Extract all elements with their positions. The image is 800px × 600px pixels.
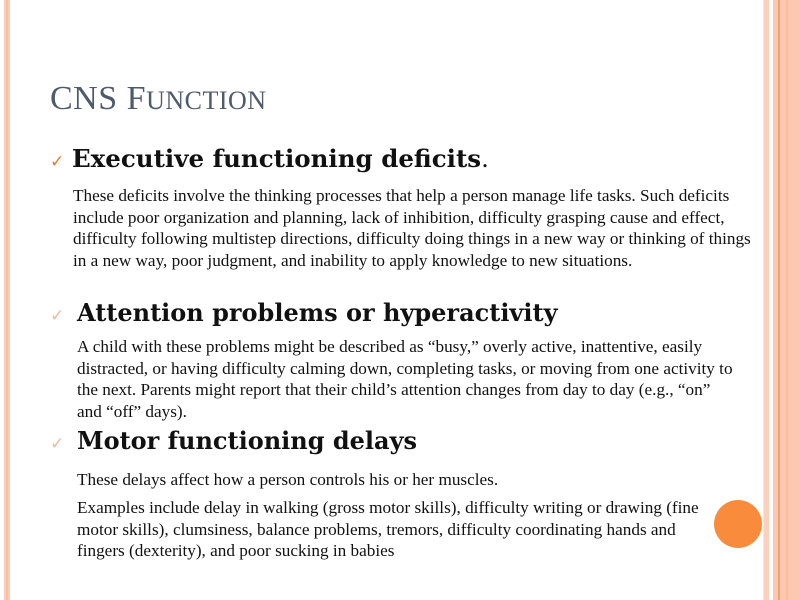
- right-stripe-decoration: [786, 0, 788, 600]
- left-border-line: [6, 0, 8, 600]
- bullet-body: Examples include delay in walking (gross motor skills), difficulty writing or drawing (fine motor skills), clumsiness, balance problems, tremors, difficulty coordinating hands and fingers (dexterity), and poor sucking in babies: [77, 498, 699, 560]
- title-word-cns: CNS: [50, 80, 118, 117]
- bullet-motor-functioning: [50, 426, 417, 455]
- check-icon: ✓: [50, 152, 65, 172]
- slide-title: [50, 80, 267, 118]
- bullet-body: These delays affect how a person controls his or her muscles.: [77, 470, 499, 489]
- right-stripe-decoration: [764, 0, 769, 600]
- bullet-body: A child with these problems might be described as “busy,” overly active, inattentive, easily distracted, or having difficulty calming down, completing tasks, or moving from one activity to the next. Parents might report that their child’s attention changes from day to day (e.g., “on” and “off” days).: [77, 337, 733, 421]
- bullet-executive-functioning: [50, 144, 489, 173]
- title-rest: UNCTION: [146, 86, 267, 115]
- bullet-body: These deficits involve the thinking processes that help a person manage life tasks. Such deficits include poor organization and planning, lack of inhibition, difficulty grasping cause and effect, difficulty following multistep directions, difficulty doing things in a new way or thinking of things in a new way, poor judgment, and inability to apply knowledge to new situations.: [73, 186, 751, 270]
- orange-circle-decoration: [714, 500, 762, 548]
- check-icon: ✓: [50, 434, 65, 454]
- check-icon: ✓: [50, 306, 65, 326]
- right-stripe-decoration: [778, 0, 780, 600]
- bullet-attention-problems: [50, 298, 558, 327]
- bullet-heading: Executive functioning deficits.: [72, 144, 489, 173]
- bullet-heading: Motor functioning delays: [77, 426, 418, 455]
- bullet-heading: Attention problems or hyperactivity: [77, 298, 558, 327]
- title-initial: F: [126, 80, 147, 117]
